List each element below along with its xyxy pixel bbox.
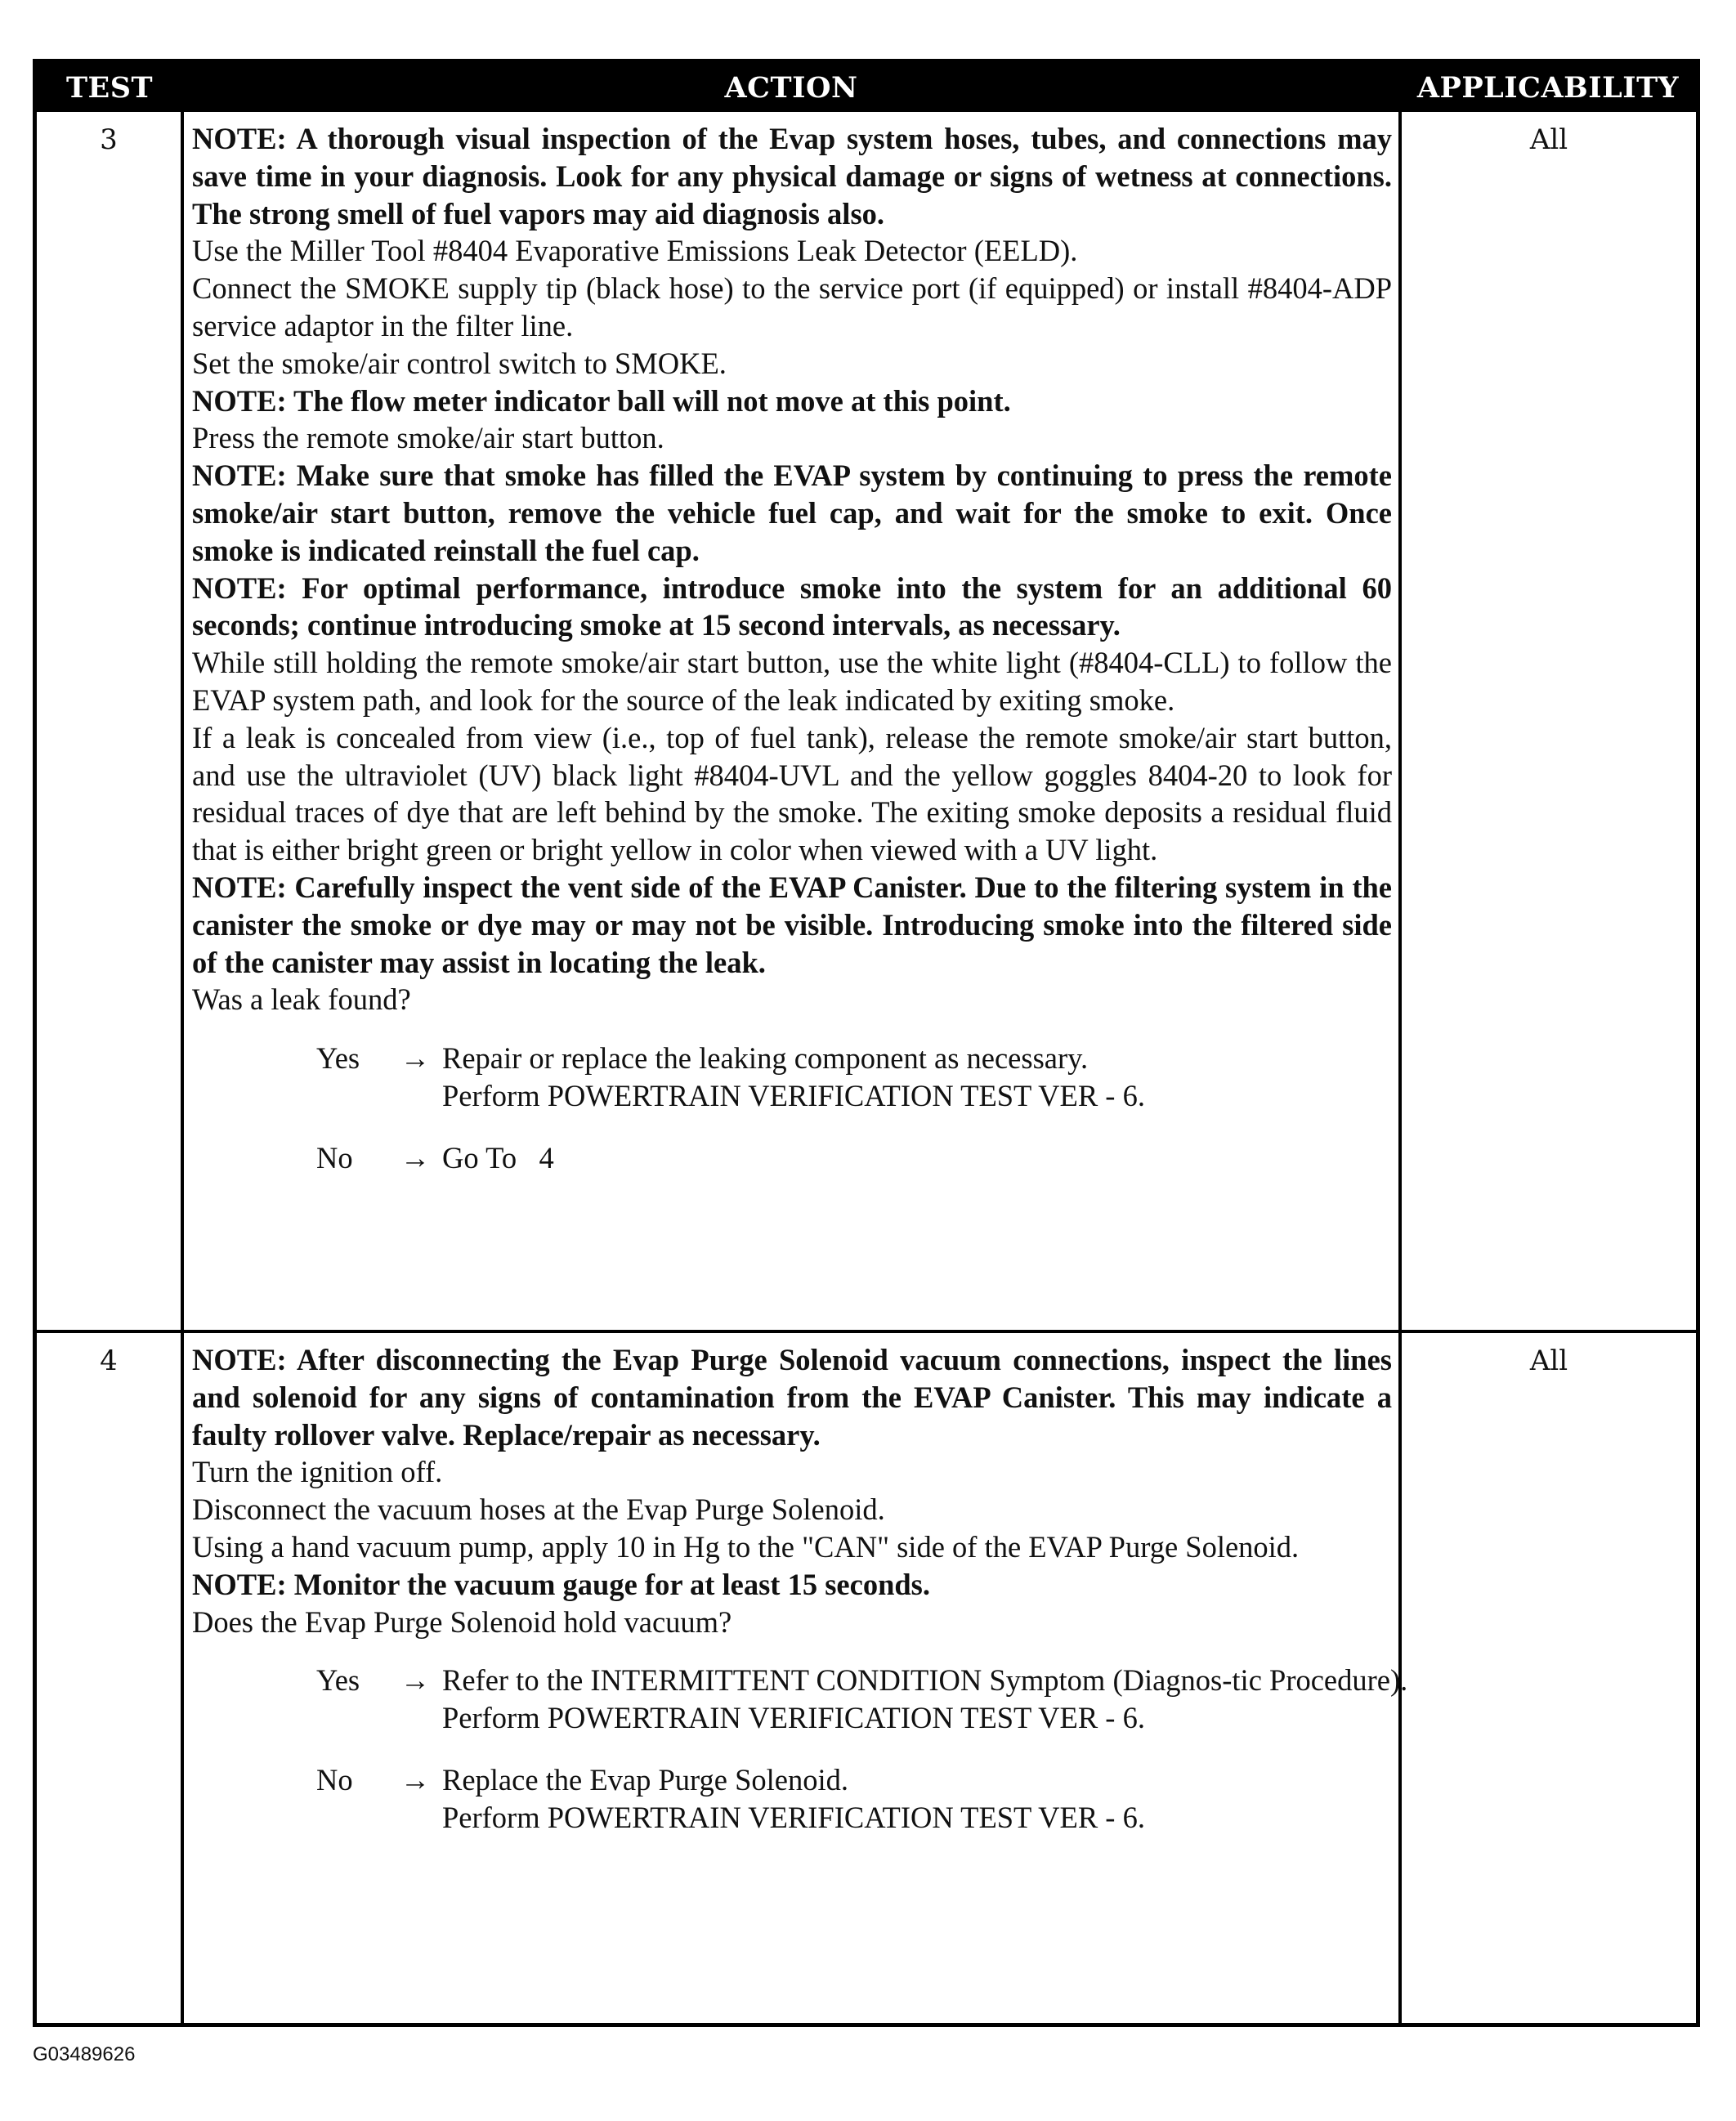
outcome-line: Replace the Evap Purge Solenoid. (442, 1762, 849, 1797)
instruction-text: Turn the ignition off. (192, 1455, 443, 1489)
arrow-right-icon: → (400, 1140, 431, 1175)
outcome-yes (316, 1040, 1392, 1115)
table-row (37, 112, 1696, 1331)
table-row (37, 1331, 1696, 2023)
outcome-answer: Yes (316, 1041, 360, 1076)
action-cell (182, 1331, 1408, 2023)
outcome-line: Perform POWERTRAIN VERIFICATION TEST VER - 6. (442, 1701, 1145, 1735)
diagnostic-test-table (37, 63, 1696, 2023)
header-applicability: APPLICABILITY (1416, 70, 1680, 105)
outcome-answer: Yes (316, 1663, 360, 1698)
spacer (192, 1018, 1392, 1040)
note-text: NOTE: For optimal performance, introduce smoke into the system for an additional 60 seconds; continue introducing smoke at 15 second intervals, as necessary. (192, 571, 1392, 642)
table-header (37, 63, 1696, 112)
header-row (37, 63, 1696, 112)
action-cell (182, 112, 1400, 1331)
outcome-line: Perform POWERTRAIN VERIFICATION TEST VER - 6. (442, 1800, 1145, 1834)
outcome-result (442, 1139, 1392, 1177)
instruction-text: Does the Evap Purge Solenoid hold vacuum? (192, 1604, 732, 1639)
outcome-answer: No (316, 1762, 353, 1797)
note-text: NOTE: After disconnecting the Evap Purge Solenoid vacuum connections, inspect the lines and solenoid for any signs of contamination from the EVAP Canister. This may indicate a faulty rollover valve. Replace/repair as necessary. (192, 1343, 1392, 1452)
arrow-right-icon: → (400, 1041, 431, 1076)
diagnostic-table-frame (33, 59, 1700, 2027)
outcome-no (316, 1139, 1392, 1177)
note-text: NOTE: Make sure that smoke has filled the EVAP system by continuing to press the remote smoke/air start button, remove the vehicle fuel cap, and wait for the smoke to exit. Once smoke is indicated reinstall the fuel cap. (192, 459, 1392, 567)
spacer (192, 1115, 1392, 1139)
spacer (192, 1640, 1392, 1662)
table-body (37, 112, 1696, 2023)
outcome-line: Refer to the INTERMITTENT CONDITION Symptom (Diagnos-tic Procedure). (442, 1663, 1408, 1698)
instruction-text: While still holding the remote smoke/air start button, use the white light (#8404-CLL) to follow the EVAP system path, and look for the source of the leak indicated by exiting smoke. (192, 646, 1392, 717)
note-text: NOTE: The flow meter indicator ball will not move at this point. (192, 383, 1011, 418)
note-text: NOTE: Carefully inspect the vent side of the EVAP Canister. Due to the filtering system in the canister the smoke or dye may or may not be visible. Introducing smoke into the filtered side of the canister may assist in locating the leak. (192, 870, 1392, 979)
outcome-yes (316, 1662, 1408, 1737)
instruction-text: Use the Miller Tool #8404 Evaporative Emissions Leak Detector (EELD). (192, 234, 1078, 268)
outcome-answer: No (316, 1140, 353, 1175)
outcome-no (316, 1761, 1392, 1837)
arrow-right-icon: → (400, 1663, 431, 1698)
instruction-text: Set the smoke/air control switch to SMOKE. (192, 346, 727, 380)
outcome-line: Perform POWERTRAIN VERIFICATION TEST VER - 6. (442, 1078, 1145, 1112)
applicability-cell: All (1400, 1331, 1696, 2023)
instruction-text: Disconnect the vacuum hoses at the Evap Purge Solenoid. (192, 1492, 885, 1527)
note-text: NOTE: A thorough visual inspection of the Evap system hoses, tubes, and connections may save time in your diagnosis. Look for any physical damage or signs of wetness at connections. The strong smell of fuel vapors may aid diagnosis also. (192, 122, 1392, 230)
outcome-result (442, 1040, 1392, 1115)
instruction-text: Using a hand vacuum pump, apply 10 in Hg to the "CAN" side of the EVAP Purge Solenoid. (192, 1529, 1300, 1564)
outcome-line: Go To 4 (442, 1140, 554, 1175)
test-number: 3 (37, 112, 182, 1331)
header-action: ACTION (724, 70, 858, 105)
outcome-result (442, 1662, 1407, 1737)
note-text: NOTE: Monitor the vacuum gauge for at least 15 seconds. (192, 1567, 931, 1601)
instruction-text: If a leak is concealed from view (i.e., top of fuel tank), release the remote smoke/air start button, and use the ultraviolet (UV) black light #8404-UVL and the yellow goggles 8404-20 to look for residual traces of dye that are left behind by the smoke. The exiting smoke deposits a residual fluid that is either bright green or bright yellow in color when viewed with a UV light. (192, 720, 1392, 867)
instruction-text: Was a leak found? (192, 982, 411, 1017)
instruction-text: Connect the SMOKE supply tip (black hose) to the service port (if equipped) or install #8404-ADP service adaptor in the filter line. (192, 271, 1392, 342)
outcome-line: Repair or replace the leaking component as necessary. (442, 1041, 1089, 1076)
figure-id: G03489626 (33, 2043, 136, 2065)
test-number: 4 (37, 1331, 182, 2023)
arrow-right-icon: → (400, 1762, 431, 1797)
applicability-cell: All (1400, 112, 1696, 1331)
header-test: TEST (65, 70, 154, 105)
instruction-text: Press the remote smoke/air start button. (192, 421, 664, 455)
spacer (192, 1737, 1392, 1761)
outcome-result (442, 1761, 1392, 1837)
